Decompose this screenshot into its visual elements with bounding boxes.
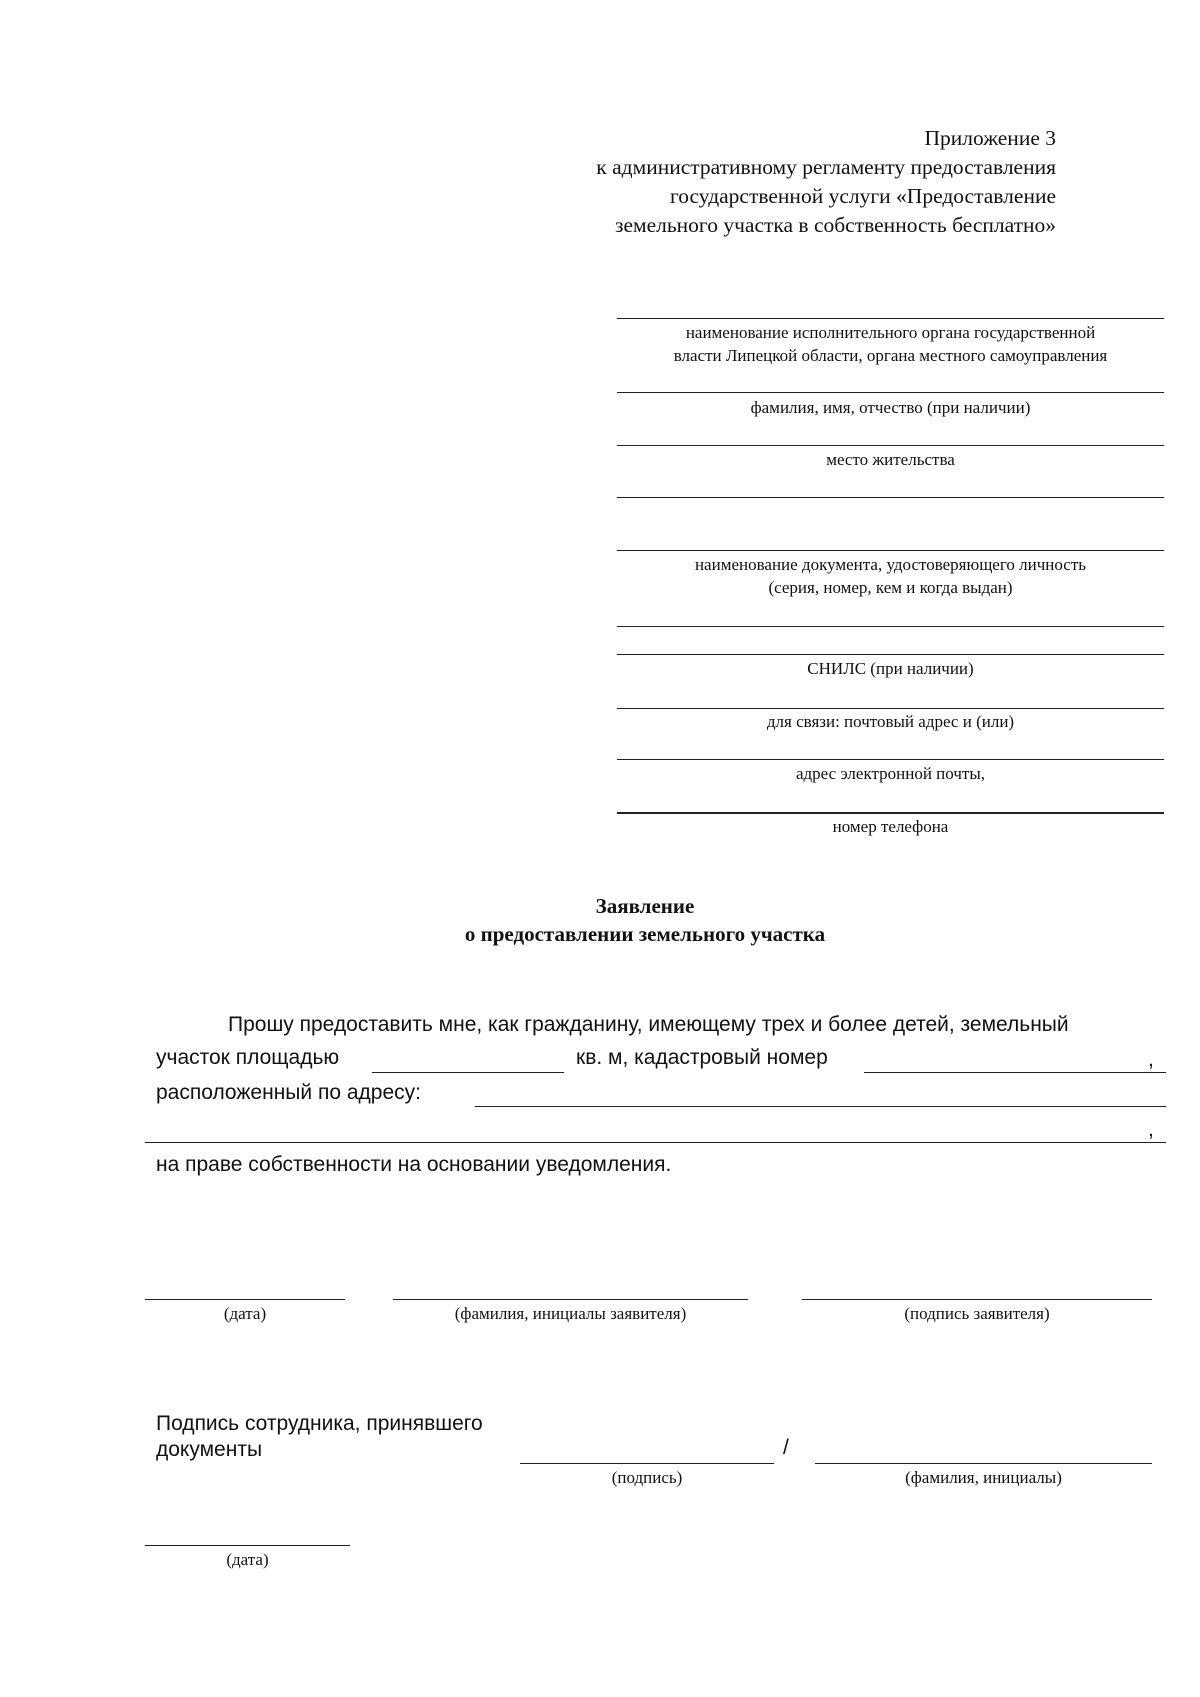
id-document-field-line[interactable] — [617, 550, 1164, 551]
date-field-line[interactable] — [145, 1299, 345, 1300]
authority-field-line[interactable] — [617, 318, 1164, 319]
staff-name-caption: (фамилия, инициалы) — [905, 1468, 1062, 1487]
separator-slash: / — [783, 1436, 789, 1459]
id-document-extra-line[interactable] — [617, 626, 1164, 627]
staff-label: Подпись сотрудника, принявшего документы — [156, 1412, 483, 1461]
comma: , — [1148, 1118, 1154, 1141]
appendix-ref-line: земельного участка в собственность бесплатно» — [614, 213, 1056, 237]
id-document-caption: наименование документа, удостоверяющего личность (серия, номер, кем и когда выдан) — [694, 555, 1087, 597]
address-continuation-line[interactable] — [145, 1142, 1166, 1143]
area-label: участок площадью — [156, 1046, 340, 1069]
basis-text: на праве собственности на основании уведомления. — [156, 1153, 672, 1176]
residence-field-line[interactable] — [617, 445, 1164, 446]
staff-signature-caption: (подпись) — [611, 1468, 683, 1487]
email-field-line[interactable] — [617, 759, 1164, 760]
snils-caption: СНИЛС (при наличии) — [807, 659, 974, 678]
staff-date-field-line[interactable] — [145, 1545, 350, 1546]
comma: , — [1148, 1048, 1154, 1071]
cadastral-input-line[interactable] — [864, 1072, 1166, 1073]
cadastral-label: кв. м, кадастровый номер — [576, 1046, 828, 1069]
appendix-ref-line: государственной услуги «Предоставление — [669, 184, 1056, 208]
staff-date-caption: (дата) — [226, 1550, 269, 1569]
residence-extra-line[interactable] — [617, 497, 1164, 498]
applicant-signature-caption: (подпись заявителя) — [904, 1304, 1050, 1323]
area-input-line[interactable] — [372, 1072, 564, 1073]
residence-caption: место жительства — [826, 450, 955, 469]
date-caption: (дата) — [223, 1304, 267, 1323]
email-caption: адрес электронной почты, — [795, 764, 985, 783]
appendix-ref-line: к административному регламенту предоставления — [596, 155, 1056, 179]
applicant-signature-field-line[interactable] — [802, 1299, 1152, 1300]
appendix-number: Приложение 3 — [924, 126, 1056, 150]
address-label: расположенный по адресу: — [156, 1081, 421, 1104]
postal-address-caption: для связи: почтовый адрес и (или) — [766, 712, 1015, 731]
phone-caption: номер телефона — [832, 817, 949, 836]
snils-field-line[interactable] — [617, 654, 1164, 655]
full-name-caption: фамилия, имя, отчество (при наличии) — [750, 398, 1031, 417]
address-input-line[interactable] — [475, 1106, 1166, 1107]
applicant-name-field-line[interactable] — [393, 1299, 748, 1300]
title-line: Заявление — [595, 894, 695, 918]
request-line-1: Прошу предоставить мне, как гражданину, имеющему трех и более детей, земельный — [228, 1013, 1069, 1036]
applicant-name-caption: (фамилия, инициалы заявителя) — [454, 1304, 687, 1323]
title-line: о предоставлении земельного участка — [464, 922, 826, 946]
full-name-field-line[interactable] — [617, 392, 1164, 393]
appendix-header — [496, 124, 1056, 240]
phone-field-line[interactable] — [617, 812, 1164, 814]
staff-name-field-line[interactable] — [815, 1463, 1152, 1464]
postal-address-field-line[interactable] — [617, 708, 1164, 709]
document-title — [0, 892, 1200, 948]
authority-caption: наименование исполнительного органа государственной власти Липецкой области, органа местного самоуправления — [673, 323, 1108, 365]
staff-signature-field-line[interactable] — [520, 1463, 774, 1464]
